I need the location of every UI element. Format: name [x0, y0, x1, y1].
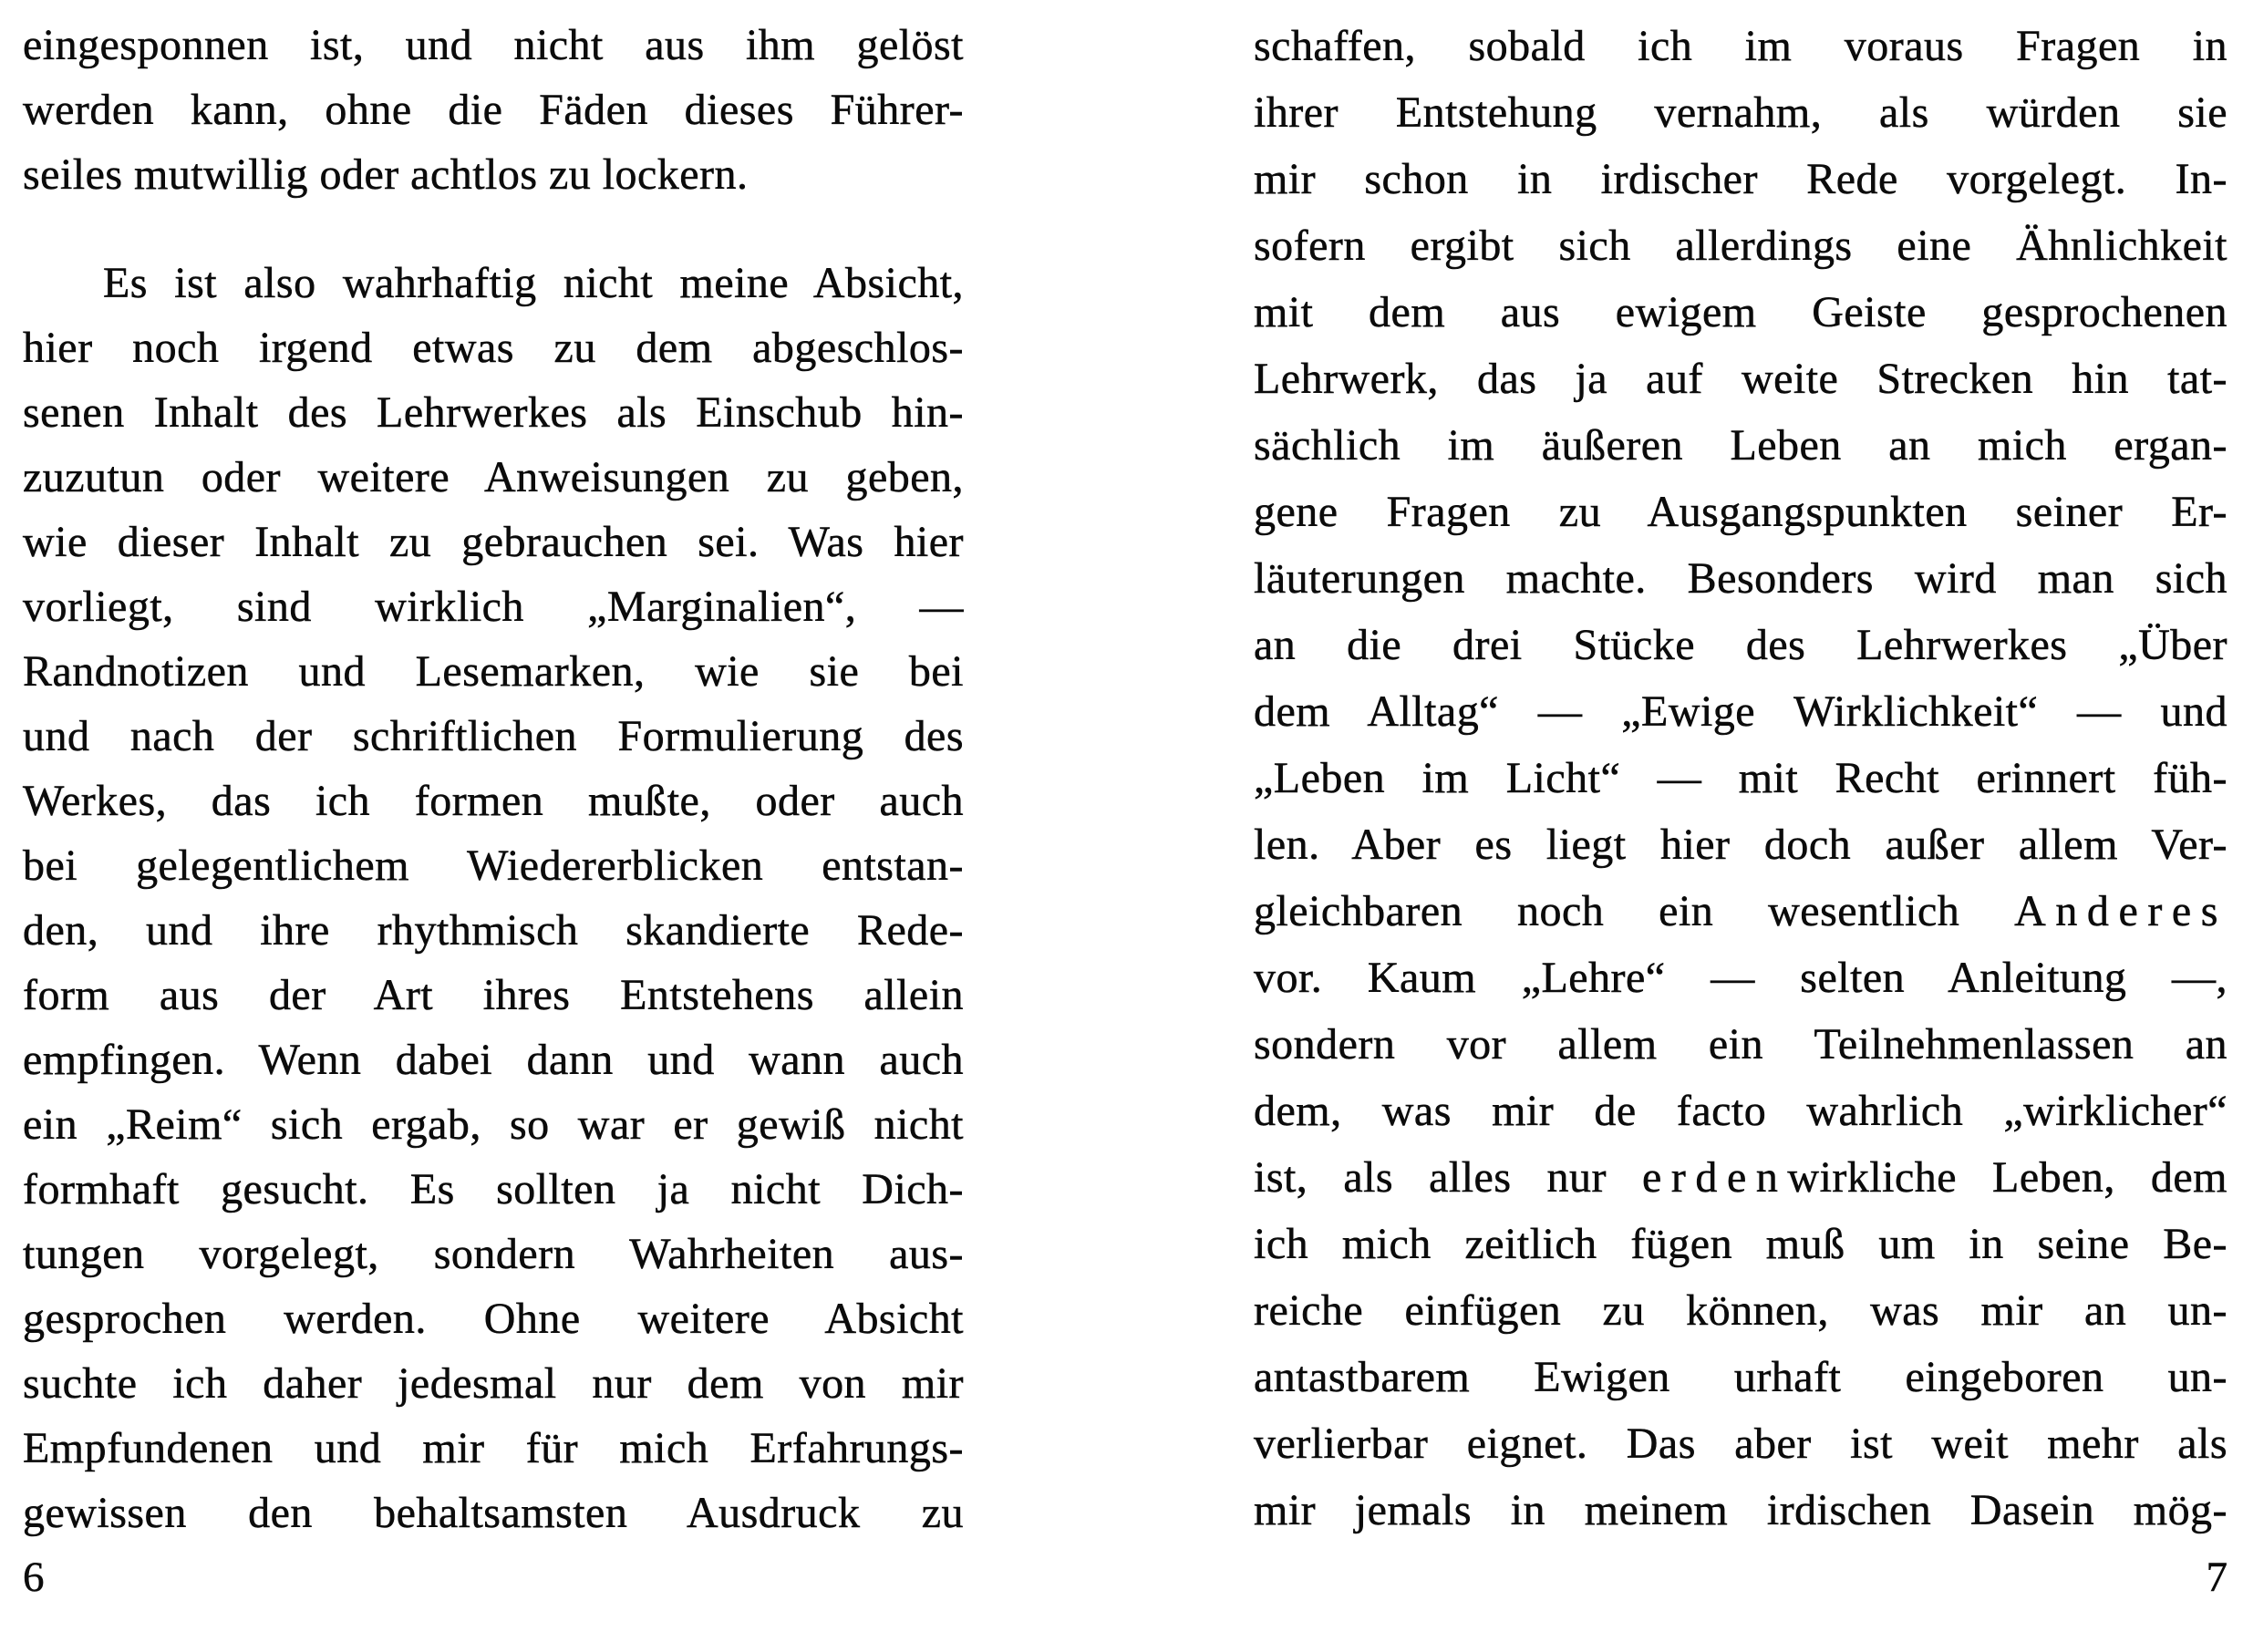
text-run: verlierbar eignet. Das aber ist weit mehr als: [1254, 1420, 2227, 1468]
text-run: werden kann, ohne die Fäden dieses Führer-: [23, 86, 964, 134]
text-run: Es ist also wahrhaftig nicht meine Absicht,: [103, 259, 964, 307]
text-line: [23, 639, 964, 704]
text-line: [23, 704, 964, 769]
text-run: hier noch irgend etwas zu dem abgeschlos-: [23, 324, 964, 372]
text-run: gesprochen werden. Ohne weitere Absicht: [23, 1295, 964, 1343]
text-run: und nach der schriftlichen Formulierung des: [23, 712, 964, 760]
text-run: Randnotizen und Lesemarken, wie sie bei: [23, 647, 964, 696]
page-left-text-column: [23, 13, 964, 1545]
text-run: mir jemals in meinem irdischen Dasein mög-: [1254, 1486, 2227, 1534]
text-line: [1254, 1011, 2227, 1078]
text-line: [23, 13, 964, 77]
text-line: [1254, 146, 2227, 212]
text-line: [23, 251, 964, 315]
text-line: [1254, 1211, 2227, 1277]
text-run: formhaft gesucht. Es sollten ja nicht Dich-: [23, 1165, 964, 1213]
text-run: sächlich im äußeren Leben an mich ergan-: [1254, 421, 2227, 470]
text-line: [1254, 346, 2227, 412]
text-run: form aus der Art ihres Entstehens allein: [23, 971, 964, 1019]
text-line: [1254, 945, 2227, 1011]
text-line: [23, 1286, 964, 1351]
text-line: [1254, 678, 2227, 745]
text-run: gleichbaren noch ein wesentlich: [1254, 887, 2015, 935]
letterspaced-emphasis: Anderes: [2014, 887, 2227, 935]
page-number-left: 6: [23, 1554, 45, 1601]
text-run: dem, was mir de facto wahrlich „wirklicher“: [1254, 1087, 2227, 1135]
text-run: gewissen den behaltsamsten Ausdruck zu: [23, 1489, 964, 1537]
text-line: [1254, 545, 2227, 612]
text-line: [1254, 1078, 2227, 1144]
text-run: sofern ergibt sich allerdings eine Ähnlichkeit: [1254, 222, 2227, 270]
text-run: reiche einfügen zu können, was mir an un-: [1254, 1286, 2227, 1335]
text-line: [23, 769, 964, 833]
text-run: mir schon in irdischer Rede vorgelegt. In-: [1254, 155, 2227, 203]
text-run: empfingen. Wenn dabei dann und wann auch: [23, 1036, 964, 1084]
text-line: [23, 445, 964, 510]
text-line: [23, 574, 964, 639]
text-run: tungen vorgelegt, sondern Wahrheiten aus-: [23, 1230, 964, 1278]
text-run: Empfundenen und mir für mich Erfahrungs-: [23, 1424, 964, 1472]
text-line: [1254, 79, 2227, 146]
text-line: [1254, 1144, 2227, 1211]
text-run: Lehrwerk, das ja auf weite Strecken hin tat-: [1254, 355, 2227, 403]
text-line: [1254, 811, 2227, 878]
text-line: [23, 1351, 964, 1416]
text-run: bei gelegentlichem Wiedererblicken entstan-: [23, 841, 964, 890]
text-run: ich mich zeitlich fügen muß um in seine Be-: [1254, 1220, 2227, 1268]
text-run: schaffen, sobald ich im voraus Fragen in: [1254, 22, 2227, 70]
text-line: [1254, 1277, 2227, 1344]
text-run: ihrer Entstehung vernahm, als würden sie: [1254, 88, 2227, 137]
text-line: [23, 142, 964, 207]
text-line: [23, 510, 964, 574]
text-line: [1254, 479, 2227, 545]
text-line: [23, 77, 964, 142]
text-line: [23, 1222, 964, 1286]
text-line: [23, 833, 964, 898]
text-run: gene Fragen zu Ausgangspunkten seiner Er-: [1254, 488, 2227, 536]
text-line: [1254, 745, 2227, 811]
text-run: mit dem aus ewigem Geiste gesprochenen: [1254, 288, 2227, 336]
text-line: [1254, 279, 2227, 346]
text-run: zuzutun oder weitere Anweisungen zu geben,: [23, 453, 964, 501]
text-line: [1254, 878, 2227, 945]
text-run: eingesponnen ist, und nicht aus ihm gelöst: [23, 21, 964, 69]
text-run: Werkes, das ich formen mußte, oder auch: [23, 777, 964, 825]
text-run: ist, als alles nur: [1254, 1153, 1643, 1202]
text-run: wie dieser Inhalt zu gebrauchen sei. Was hier: [23, 518, 964, 566]
letterspaced-emphasis: erden: [1642, 1153, 1788, 1202]
text-line: [1254, 1477, 2227, 1544]
text-run: den, und ihre rhythmisch skandierte Rede-: [23, 906, 964, 955]
text-run: ein „Reim“ sich ergab, so war er gewiß nicht: [23, 1100, 964, 1149]
text-run: an die drei Stücke des Lehrwerkes „Über: [1254, 621, 2227, 669]
text-run: senen Inhalt des Lehrwerkes als Einschub hin-: [23, 388, 964, 437]
paragraph: [1254, 13, 2227, 1544]
text-run: sondern vor allem ein Teilnehmenlassen an: [1254, 1020, 2227, 1069]
text-run: vor. Kaum „Lehre“ — selten Anleitung —,: [1254, 954, 2227, 1002]
text-line: [1254, 612, 2227, 678]
text-line: [23, 380, 964, 445]
text-line: [1254, 1344, 2227, 1410]
text-line: [1254, 212, 2227, 279]
text-line: [1254, 412, 2227, 479]
text-line: [1254, 13, 2227, 79]
text-run: suchte ich daher jedesmal nur dem von mir: [23, 1359, 964, 1408]
text-line: [23, 1157, 964, 1222]
text-run: dem Alltag“ — „Ewige Wirklichkeit“ — und: [1254, 687, 2227, 736]
text-run: antastbarem Ewigen urhaft eingeboren un-: [1254, 1353, 2227, 1401]
paragraph: [23, 13, 964, 207]
text-run: „Leben im Licht“ — mit Recht erinnert füh-: [1254, 754, 2227, 802]
text-line: [23, 1027, 964, 1092]
text-line: [23, 1481, 964, 1545]
text-run: seiles mutwillig oder achtlos zu lockern.: [23, 150, 749, 199]
text-line: [23, 1092, 964, 1157]
text-line: [23, 315, 964, 380]
text-line: [1254, 1410, 2227, 1477]
text-run: vorliegt, sind wirklich „Marginalien“, —: [23, 583, 964, 631]
page-right-text-column: [1254, 13, 2227, 1544]
text-line: [23, 898, 964, 963]
page-number-right: 7: [2206, 1554, 2227, 1601]
text-line: [23, 963, 964, 1027]
text-run: läuterungen machte. Besonders wird man sich: [1254, 554, 2227, 603]
text-run: wirkliche Leben, dem: [1787, 1153, 2227, 1202]
text-line: [23, 1416, 964, 1481]
text-run: len. Aber es liegt hier doch außer allem Ver-: [1254, 821, 2227, 869]
paragraph: [23, 251, 964, 1545]
